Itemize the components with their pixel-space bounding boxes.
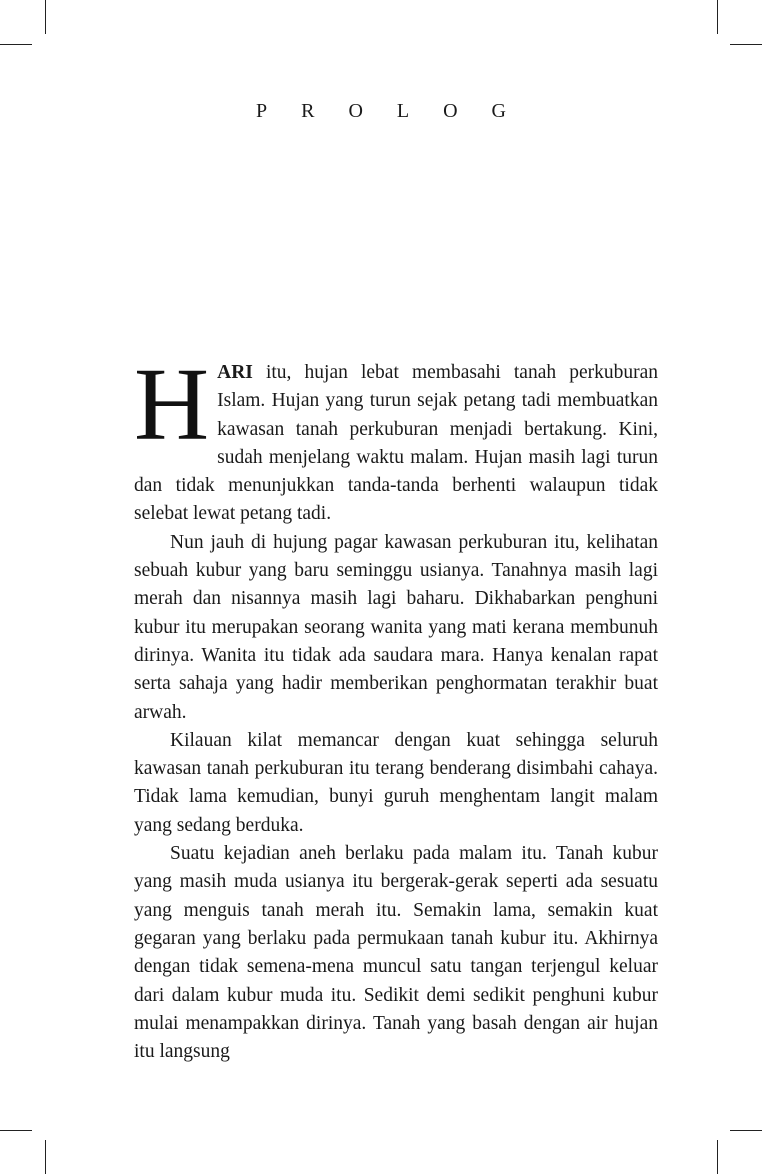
lead-word: ARI	[217, 362, 253, 383]
crop-mark-bottom-left-horizontal	[0, 1130, 32, 1131]
chapter-title: PROLOG	[255, 100, 540, 122]
paragraph-1-text: itu, hujan lebat membasahi tanah perkuburan Islam. Hujan yang turun sejak petang tadi membuatkan kawasan tanah perkuburan menjadi bertakung. Kini, sudah menjelang waktu malam. Hujan masih lagi turun dan tidak menunjukkan tanda-tanda berhenti walaupun tidak selebat lewat petang tadi.	[134, 362, 658, 525]
paragraph-1	[134, 347, 658, 529]
crop-mark-top-right-horizontal	[730, 44, 762, 45]
crop-mark-top-left-vertical	[45, 0, 46, 34]
crop-mark-top-left-horizontal	[0, 44, 32, 45]
crop-mark-bottom-right-vertical	[717, 1140, 718, 1174]
crop-mark-bottom-right-horizontal	[730, 1130, 762, 1131]
drop-cap: H	[134, 347, 210, 462]
paragraph-4: Suatu kejadian aneh berlaku pada malam itu. Tanah kubur yang masih muda usianya itu bergerak-gerak seperti ada sesuatu yang menguis tanah merah itu. Semakin lama, semakin kuat gegaran yang berlaku pada permukaan tanah kubur itu. Akhirnya dengan tidak semena-mena muncul satu tangan terjengul keluar dari dalam kubur muda itu. Sedikit demi sedikit penghuni kubur mulai menampakkan dirinya. Tanah yang basah dengan air hujan itu langsung	[134, 843, 658, 1063]
paragraph-3: Kilauan kilat memancar dengan kuat sehingga seluruh kawasan tanah perkuburan itu terang benderang disimbahi cahaya. Tidak lama kemudian, bunyi guruh menghentam langit malam yang sedang berduka.	[134, 729, 658, 836]
crop-mark-top-right-vertical	[717, 0, 718, 34]
body-text	[134, 347, 658, 1066]
crop-mark-bottom-left-vertical	[45, 1140, 46, 1174]
paragraph-2: Nun jauh di hujung pagar kawasan perkuburan itu, kelihatan sebuah kubur yang baru seminggu usianya. Tanahnya masih lagi merah dan nisannya masih lagi baharu. Dikhabarkan penghuni kubur itu merupakan seorang wanita yang mati kerana membunuh dirinya. Wanita itu tidak ada saudara mara. Hanya kenalan rapat serta sahaja yang hadir memberikan penghormatan terakhir buat arwah.	[134, 531, 658, 723]
